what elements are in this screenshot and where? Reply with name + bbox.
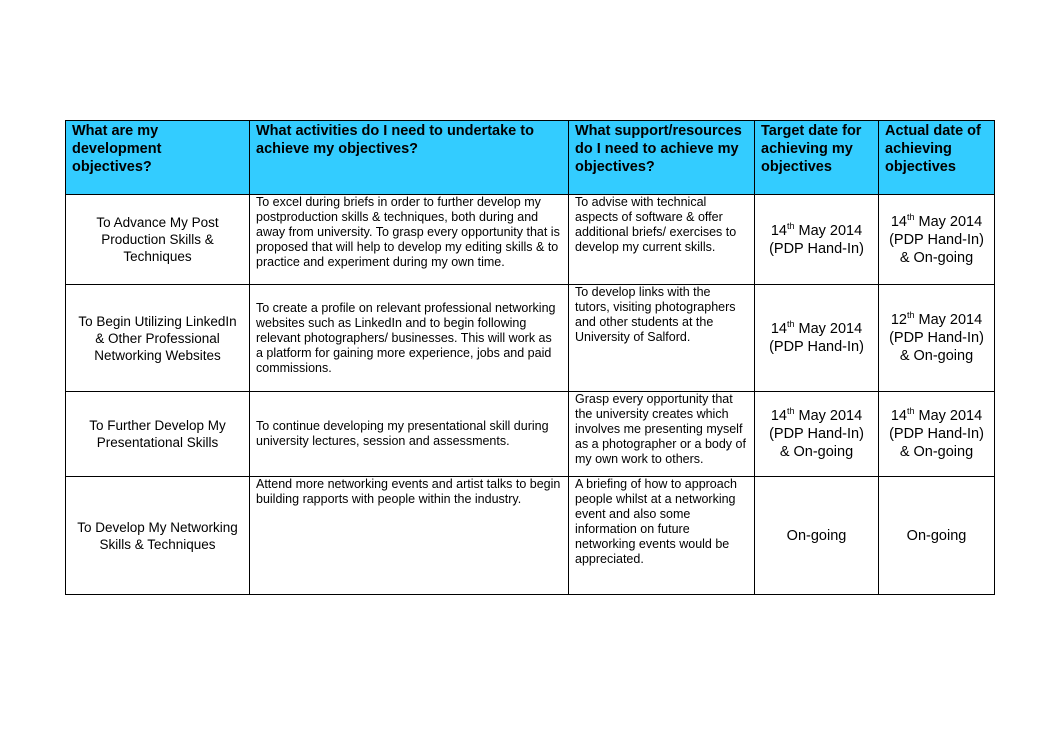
table-row [66,477,995,595]
support-cell [569,195,755,285]
support-cell [569,392,755,477]
actual-date-ordinal: th [906,406,915,417]
activities-cell [250,392,569,477]
activities-cell [250,285,569,392]
actual-date-line3: & On-going [899,348,974,364]
target-date-day: 14 [770,222,787,239]
support-text: Grasp every opportunity that the university creates which involves me presenting myself as a photographer or a body of my own work to others. [575,392,746,466]
actual-date-day: 12 [890,312,907,328]
target-date-text: On-going [786,527,847,544]
objective-cell [66,195,250,285]
support-text: To develop links with the tutors, visiting photographers and other students at the University of Salford. [575,285,736,344]
actual-date-cell [879,477,995,595]
actual-date-ordinal: th [906,310,915,321]
header-support: What support/resources do I need to achieve my objectives? [569,121,755,195]
actual-date-day: 14 [890,213,907,230]
actual-date-cell [879,392,995,477]
target-date-ordinal: th [786,220,795,231]
activities-cell [250,195,569,285]
header-row [66,121,995,195]
target-date-line3: & On-going [779,444,854,460]
objective-cell [66,285,250,392]
target-date-rest: May 2014 [794,408,863,424]
header-actual-date: Actual date of achieving objectives [879,121,995,195]
table-row [66,392,995,477]
activities-text: To create a profile on relevant professional networking websites such as LinkedIn and to begin following relevant photographers/ businesses. This will work as a platform for gaining more experience, jobs and paid commissions. [256,300,556,375]
actual-date-line3: & On-going [899,444,974,460]
target-date-cell [755,392,879,477]
actual-date-rest: May 2014 [914,312,983,328]
target-date-rest: May 2014 [794,222,863,239]
objective-text: To Further Develop My Presentational Skills [89,418,226,450]
target-date-cell [755,285,879,392]
actual-date-line2: (PDP Hand-In) [889,330,984,346]
target-date-rest: May 2014 [794,321,863,337]
target-date-line2: (PDP Hand-In) [769,240,864,257]
target-date-day: 14 [770,408,787,424]
support-text: To advise with technical aspects of software & offer additional briefs/ exercises to develop my current skills. [575,195,737,254]
header-target-date: Target date for achieving my objectives [755,121,879,195]
target-date-ordinal: th [786,319,795,330]
support-cell [569,477,755,595]
target-date-cell [755,195,879,285]
activities-text: To continue developing my presentational skill during university lectures, session and assessments. [256,419,549,448]
target-date-line2: (PDP Hand-In) [769,426,864,442]
target-date-ordinal: th [786,406,795,417]
development-plan-table [65,120,995,595]
header-activities: What activities do I need to undertake to achieve my objectives? [250,121,569,195]
table-row [66,285,995,392]
target-date-cell [755,477,879,595]
target-date-day: 14 [770,321,787,337]
activities-cell [250,477,569,595]
objective-text: To Begin Utilizing LinkedIn & Other Professional Networking Websites [78,313,237,363]
activities-text: To excel during briefs in order to further develop my postproduction skills & techniques, both during and away from university. To grasp every opportunity that is proposed that will help to develop my editing skills & to practice and experiment during my own time. [256,195,560,269]
objective-text: To Advance My Post Production Skills & Techniques [96,215,219,264]
actual-date-line3: & On-going [899,249,974,266]
actual-date-cell [879,195,995,285]
actual-date-ordinal: th [906,211,915,222]
actual-date-day: 14 [890,408,907,424]
actual-date-cell [879,285,995,392]
objective-cell [66,392,250,477]
support-text: A briefing of how to approach people whilst at a networking event and also some information on future networking events would be appreciated. [575,477,737,566]
actual-date-rest: May 2014 [914,408,983,424]
actual-date-rest: May 2014 [914,213,983,230]
header-objectives: What are my development objectives? [66,121,250,195]
activities-text: Attend more networking events and artist talks to begin building rapports with people within the industry. [256,477,561,506]
actual-date-text: On-going [906,527,967,544]
support-cell [569,285,755,392]
objective-cell [66,477,250,595]
objective-text: To Develop My Networking Skills & Techniques [77,519,238,552]
table-row [66,195,995,285]
actual-date-line2: (PDP Hand-In) [889,231,984,248]
target-date-line2: (PDP Hand-In) [769,339,864,355]
actual-date-line2: (PDP Hand-In) [889,426,984,442]
